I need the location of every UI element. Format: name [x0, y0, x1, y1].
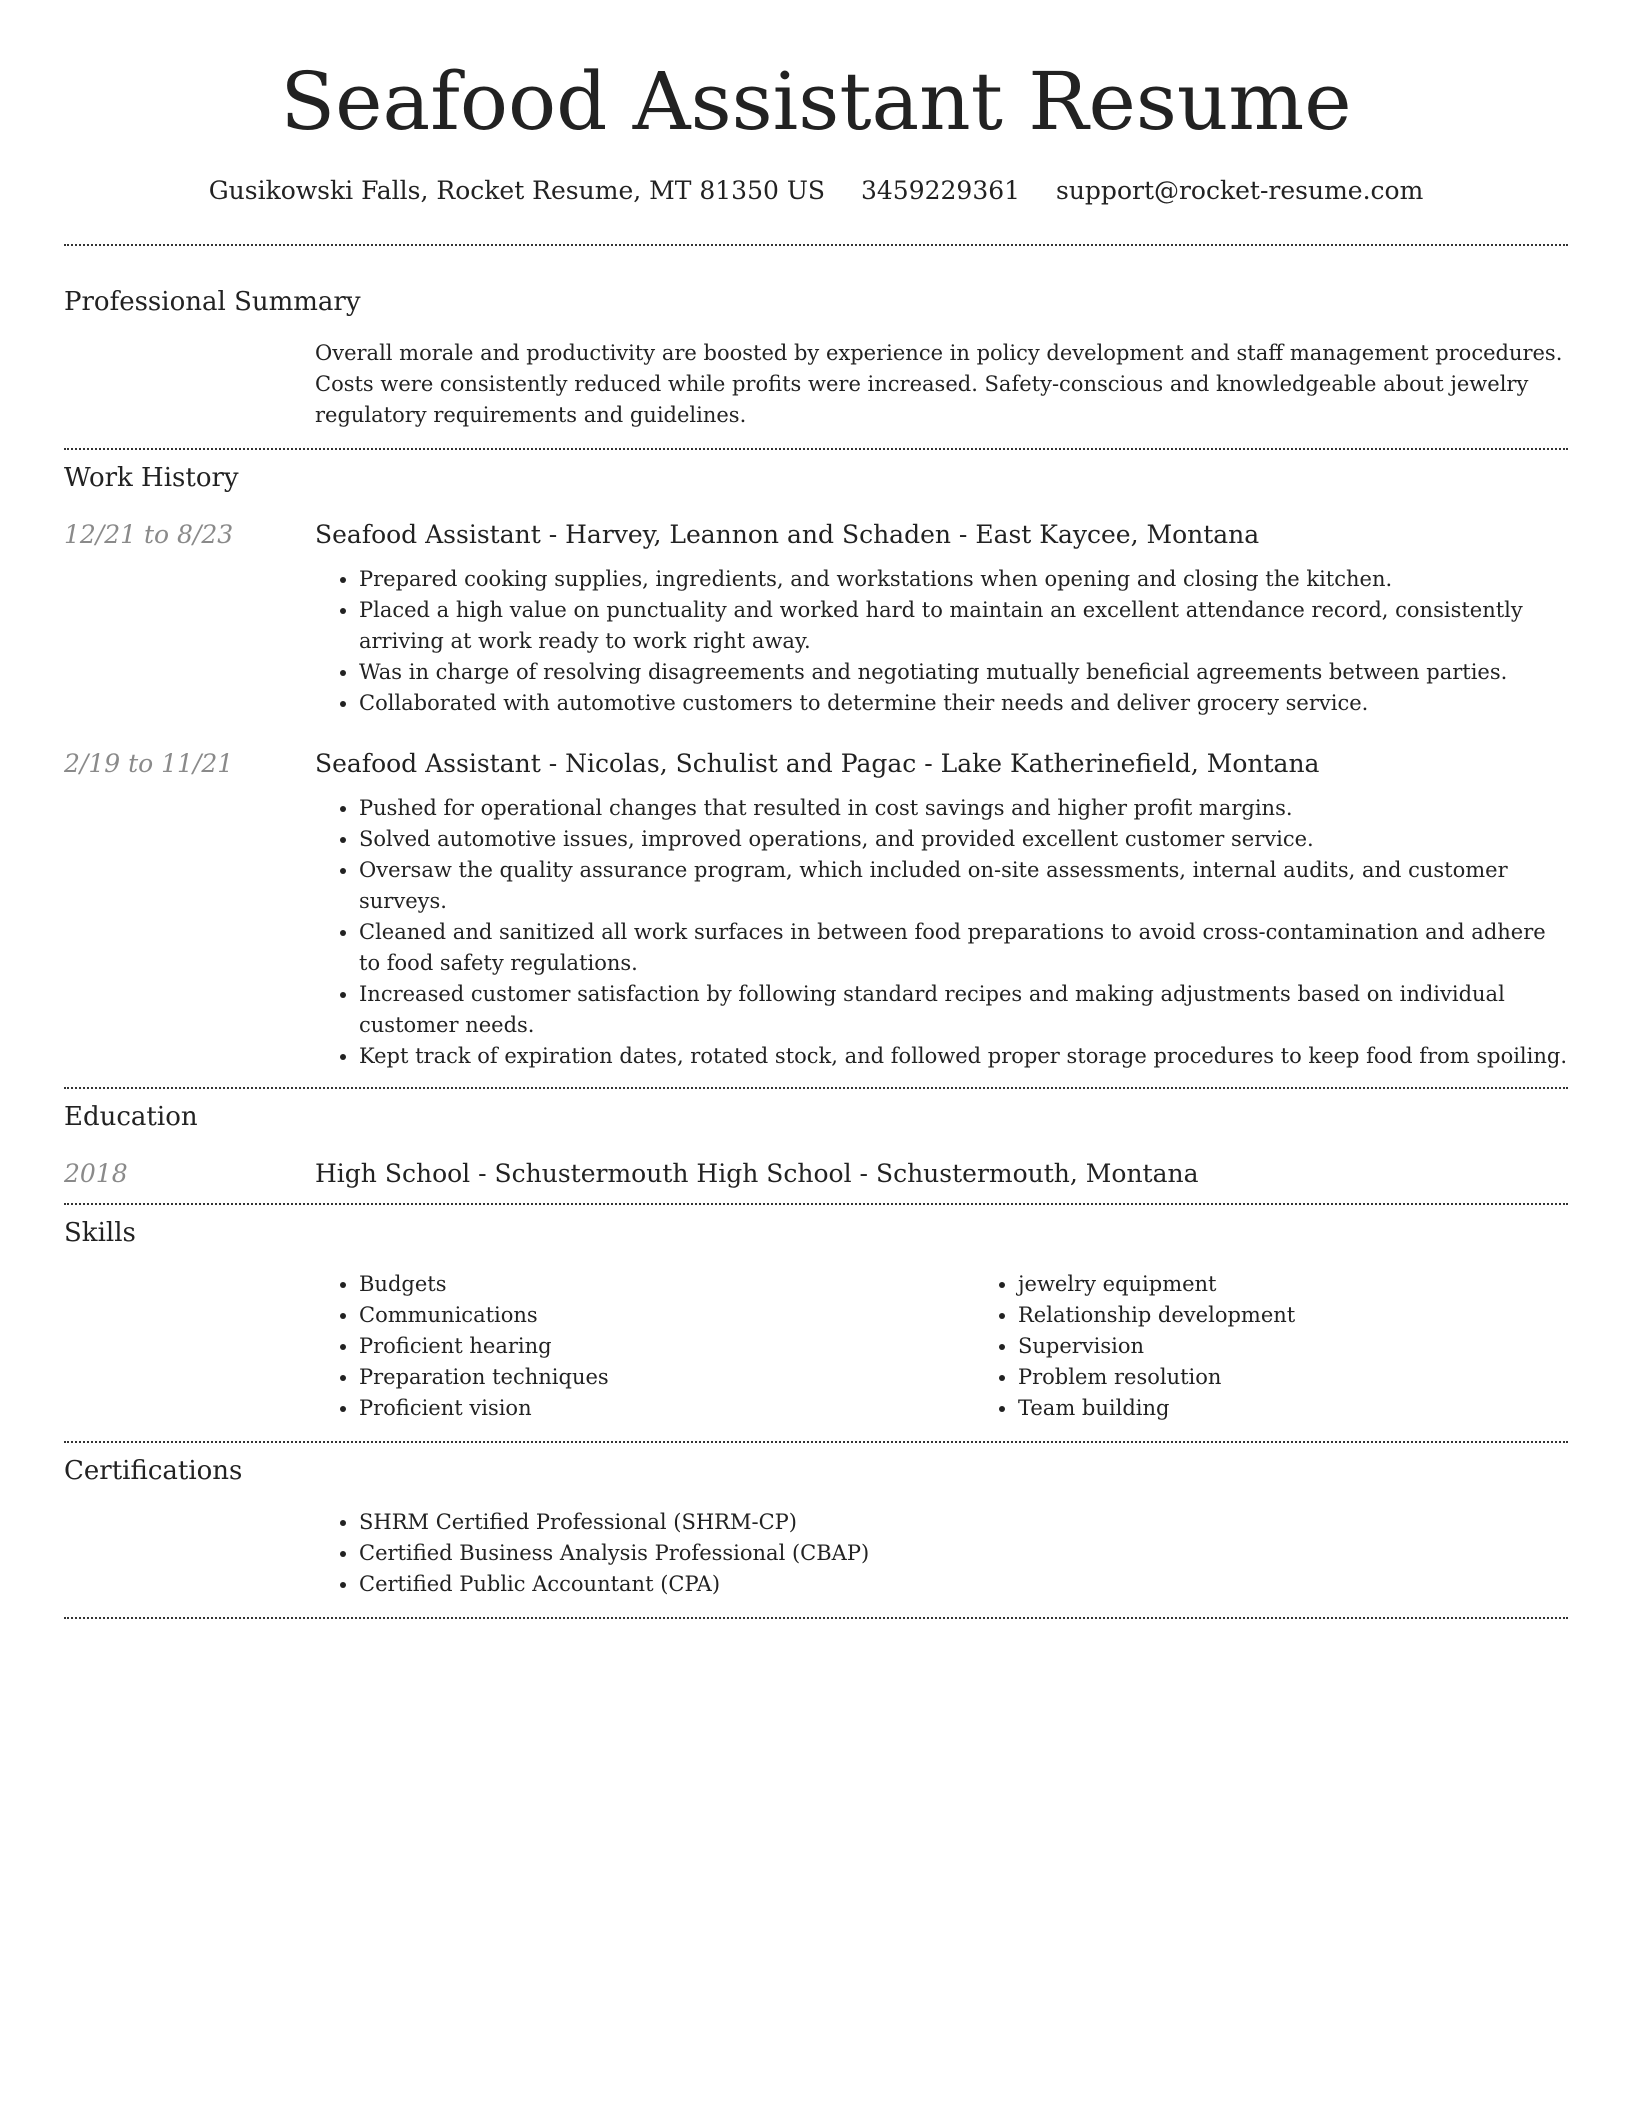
certifications-section: [64, 1443, 1568, 1617]
job-bullet: • Solved automotive issues, improved operations, and provided excellent customer service.: [359, 824, 1568, 855]
skill-item: • Relationship development: [1018, 1300, 1632, 1331]
certification-item: • SHRM Certified Professional (SHRM-CP): [359, 1507, 1568, 1538]
job-bullets: [315, 793, 1568, 1072]
job-details: [315, 564, 1568, 719]
work-history-section: [64, 450, 1568, 1087]
skills-section: [64, 1205, 1568, 1441]
education-heading: Education: [64, 1102, 198, 1132]
summary-heading: Professional Summary: [64, 287, 361, 317]
job-bullet: • Prepared cooking supplies, ingredients, and workstations when opening and closing the kitchen.: [359, 564, 1568, 595]
job-bullet: • Pushed for operational changes that resulted in cost savings and higher profit margins.: [359, 793, 1568, 824]
job-entry: [64, 747, 1568, 1072]
skill-item: • Proficient vision: [359, 1393, 974, 1424]
summary-section: [64, 246, 1568, 448]
resume-title: Seafood Assistant Resume: [280, 55, 1352, 148]
education-section: [64, 1089, 1568, 1203]
contact-line: [64, 174, 1568, 208]
skill-item: • Preparation techniques: [359, 1362, 974, 1393]
job-bullets: [315, 564, 1568, 719]
job-details: [315, 793, 1568, 1072]
contact-phone: 3459229361: [860, 176, 1021, 205]
skills-grid: [315, 1269, 1568, 1424]
education-heading-line: High School - Schustermouth High School - Schustermouth, Montana: [315, 1159, 1199, 1188]
job-dates: 12/21 to 8/23: [64, 520, 234, 549]
skill-item: • Proficient hearing: [359, 1331, 974, 1362]
skill-item: • jewelry equipment: [1018, 1269, 1632, 1300]
skill-item: • Supervision: [1018, 1331, 1632, 1362]
certification-item: • Certified Business Analysis Professional (CBAP): [359, 1538, 1568, 1569]
certifications-heading: Certifications: [64, 1456, 243, 1486]
skill-item: • Communications: [359, 1300, 974, 1331]
certification-item: • Certified Public Accountant (CPA): [359, 1569, 1568, 1600]
job-heading: Seafood Assistant - Harvey, Leannon and Schaden - East Kaycee, Montana: [315, 520, 1260, 549]
summary-text: Overall morale and productivity are boosted by experience in policy development and staff management procedures. Costs were consistently reduced while profits were increased. Safety-conscious and knowledgeable about jewelry regulatory requirements and guidelines.: [315, 341, 1563, 427]
skill-item: • Budgets: [359, 1269, 974, 1300]
job-heading: Seafood Assistant - Nicolas, Schulist and Pagac - Lake Katherinefield, Montana: [315, 749, 1320, 778]
skill-item: • Problem resolution: [1018, 1362, 1632, 1393]
work-history-heading: Work History: [64, 463, 239, 493]
skills-list-left: [315, 1269, 974, 1424]
skills-heading: Skills: [64, 1218, 136, 1248]
job-bullet: • Placed a high value on punctuality and worked hard to maintain an excellent attendance record, consistently arriving at work ready to work right away.: [359, 595, 1568, 657]
job-bullet: • Kept track of expiration dates, rotated stock, and followed proper storage procedures to keep food from spoiling.: [359, 1041, 1568, 1072]
certifications-list: [315, 1507, 1568, 1600]
job-bullet: • Cleaned and sanitized all work surfaces in between food preparations to avoid cross-contamination and adhere to food safety regulations.: [359, 917, 1568, 979]
skill-item: • Team building: [1018, 1393, 1632, 1424]
divider: [64, 1617, 1568, 1619]
education-entry: [64, 1157, 1568, 1191]
summary-content: [315, 338, 1568, 431]
contact-address: Gusikowski Falls, Rocket Resume, MT 81350 US: [208, 176, 826, 205]
job-bullet: • Collaborated with automotive customers to determine their needs and deliver grocery service.: [359, 688, 1568, 719]
job-bullet: • Increased customer satisfaction by following standard recipes and making adjustments based on individual customer needs.: [359, 979, 1568, 1041]
job-dates: 2/19 to 11/21: [64, 749, 234, 778]
job-bullet: • Oversaw the quality assurance program, which included on-site assessments, internal audits, and customer surveys.: [359, 855, 1568, 917]
skills-list-right: [974, 1269, 1632, 1424]
contact-email: support@rocket-resume.com: [1056, 176, 1424, 205]
certifications-content: [315, 1507, 1568, 1600]
job-entry: [64, 518, 1568, 719]
education-date: 2018: [64, 1159, 128, 1188]
job-bullet: • Was in charge of resolving disagreements and negotiating mutually beneficial agreements between parties.: [359, 657, 1568, 688]
